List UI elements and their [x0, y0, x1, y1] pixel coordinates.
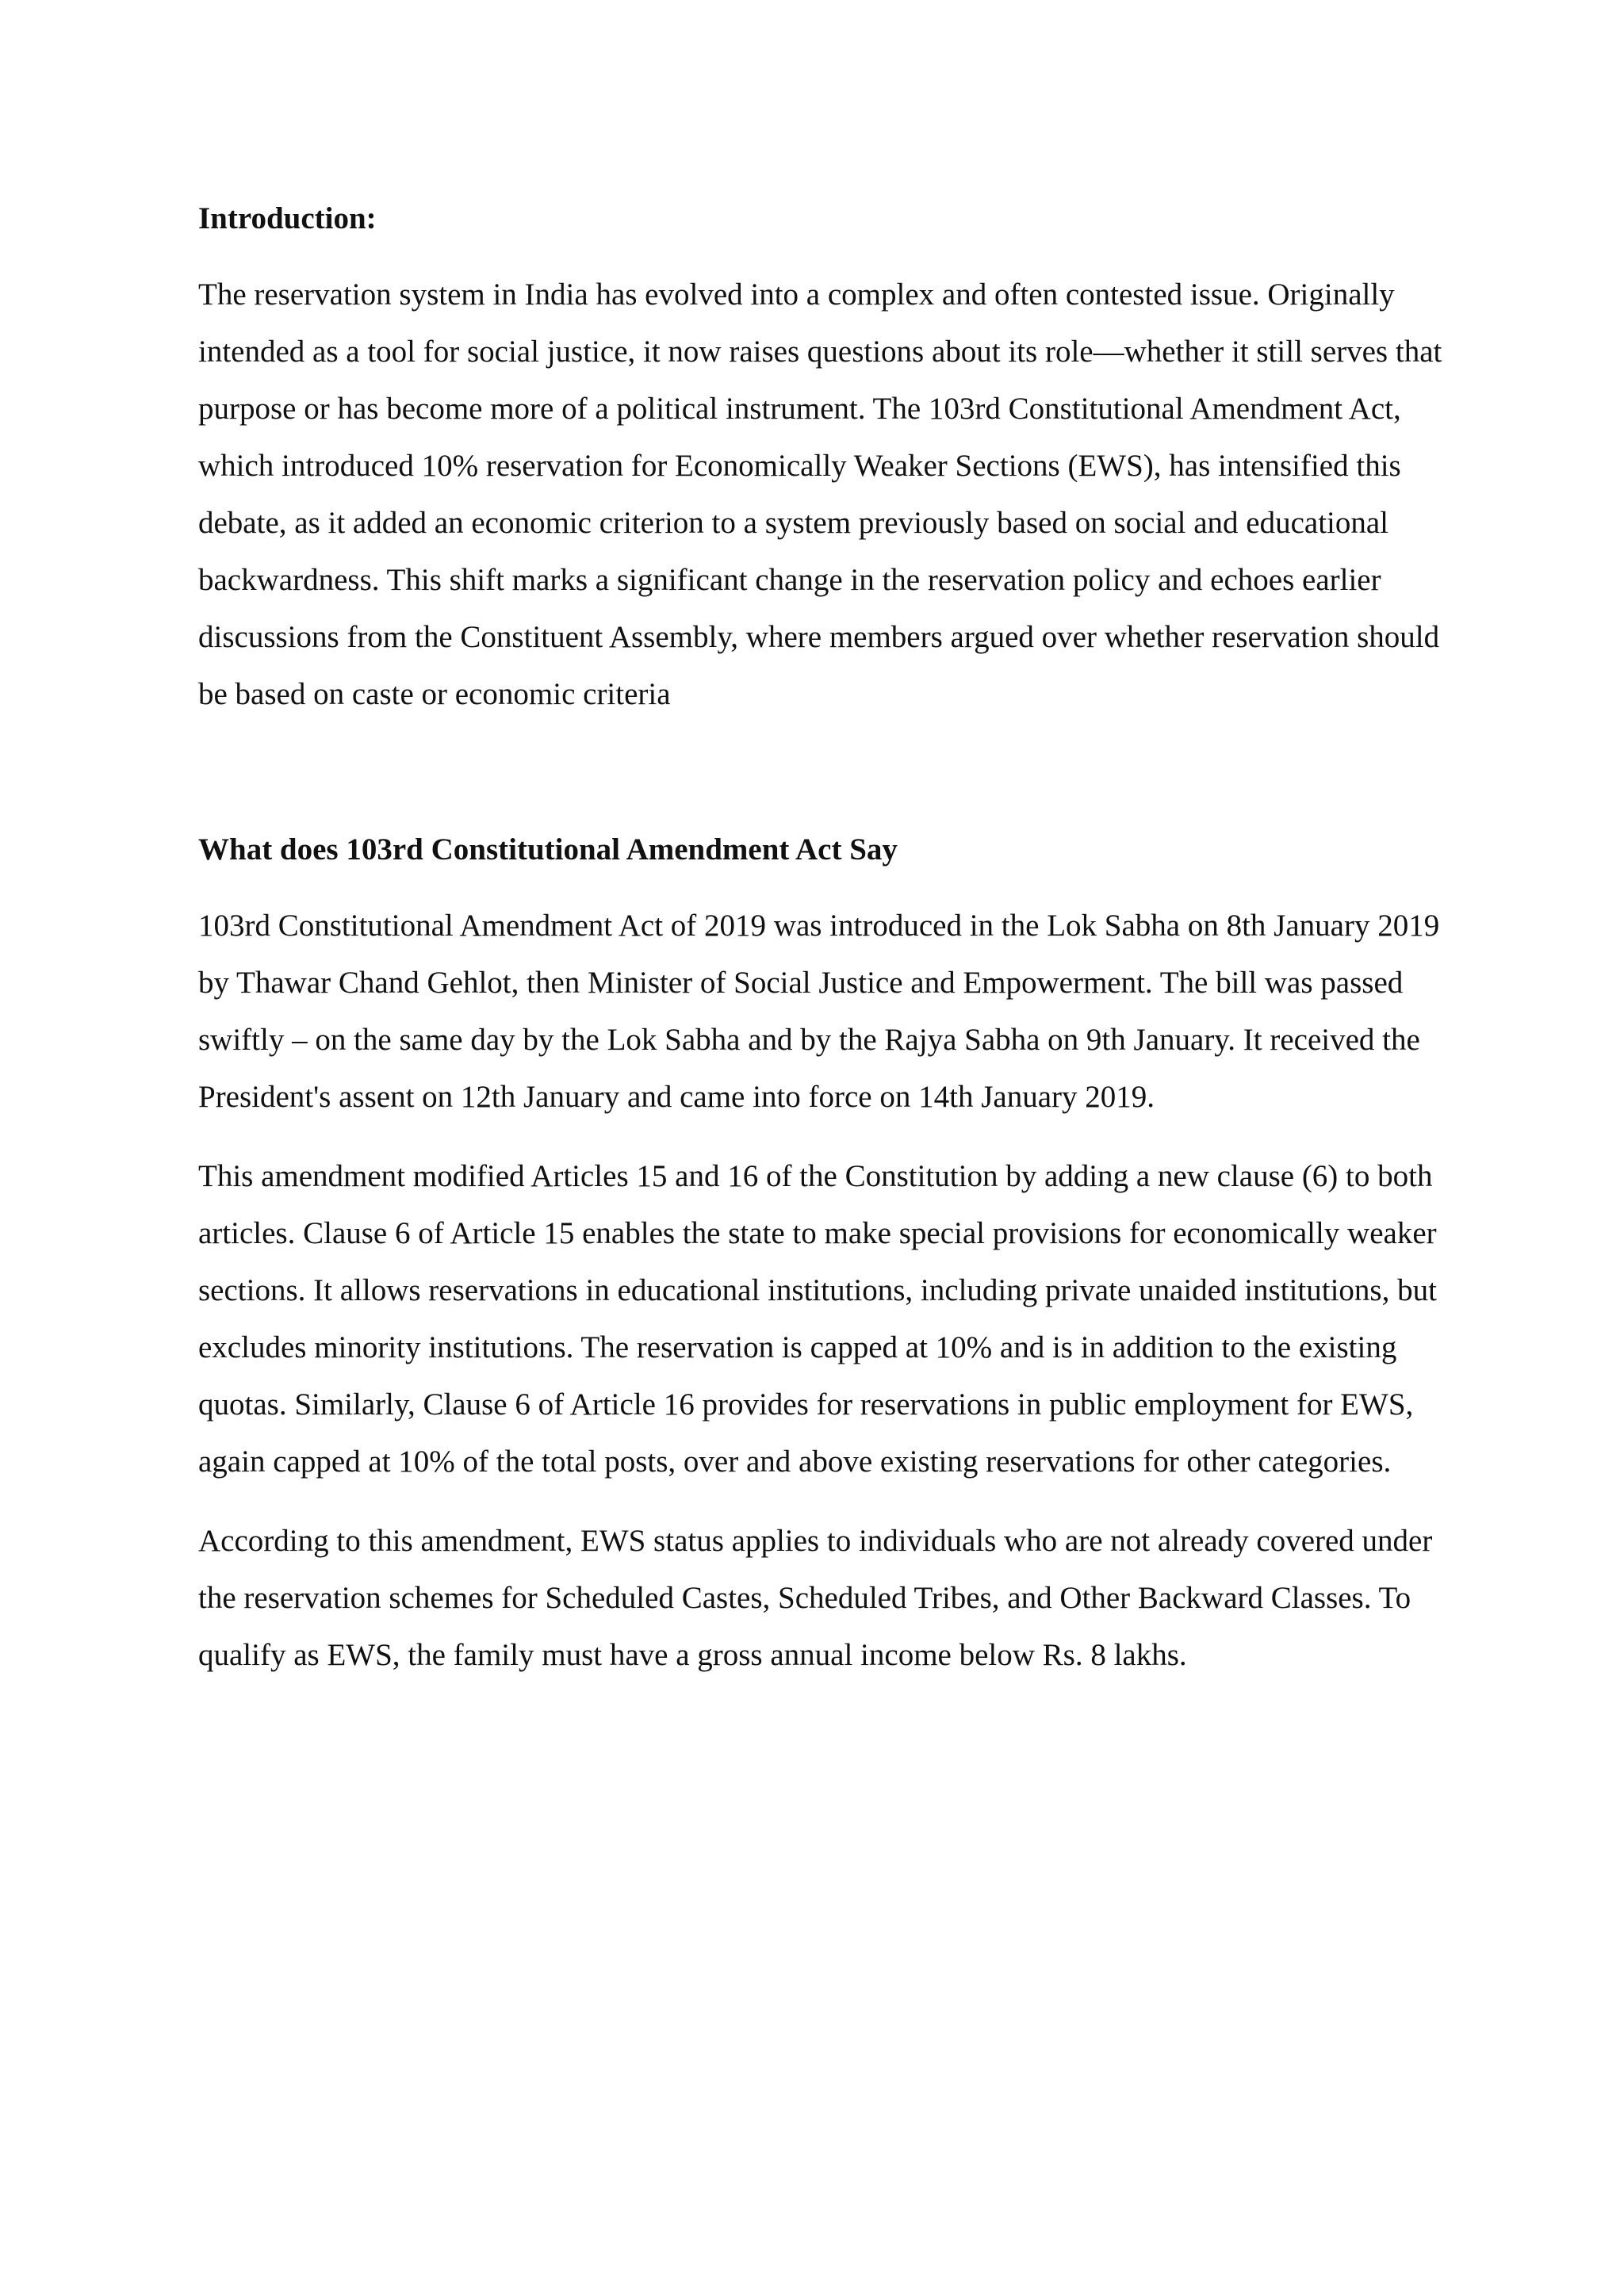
- section-spacer: [198, 745, 1451, 821]
- section-heading-introduction: Introduction:: [198, 201, 377, 235]
- paragraph: 103rd Constitutional Amendment Act of 2019 was introduced in the Lok Sabha on 8th January 2019 by Thawar Chand Gehlot, then Minister of Social Justice and Empowerment. The bill was passed swiftly – on the same day by the Lok Sabha and by the Rajya Sabha on 9th January. It received the President's assent on 12th January and came into force on 14th January 2019.: [198, 909, 1440, 1114]
- section-heading-amendment: What does 103rd Constitutional Amendment Act Say: [198, 832, 898, 867]
- paragraph: According to this amendment, EWS status applies to individuals who are not already covered under the reservation schemes for Scheduled Castes, Scheduled Tribes, and Other Backward Classes. To qualify as EWS, the family must have a gross annual income below Rs. 8 lakhs.: [198, 1524, 1433, 1672]
- document-body: [198, 190, 1451, 1706]
- paragraph: The reservation system in India has evolved into a complex and often contested issue. Originally intended as a tool for social justice, it now raises questions about its role—whether it still serves that purpose or has become more of a political instrument. The 103rd Constitutional Amendment Act, which introduced 10% reservation for Economically Weaker Sections (EWS), has intensified this debate, as it added an economic criterion to a system previously based on social and educational backwardness. This shift marks a significant change in the reservation policy and echoes earlier discussions from the Constituent Assembly, where members argued over whether reservation should be based on caste or economic criteria: [198, 277, 1442, 711]
- paragraph: This amendment modified Articles 15 and 16 of the Constitution by adding a new clause (6) to both articles. Clause 6 of Article 15 enables the state to make special provisions for economically weaker sections. It allows reservations in educational institutions, including private unaided institutions, but excludes minority institutions. The reservation is capped at 10% and is in addition to the existing quotas. Similarly, Clause 6 of Article 16 provides for reservations in public employment for EWS, again capped at 10% of the total posts, over and above existing reservations for other categories.: [198, 1159, 1437, 1479]
